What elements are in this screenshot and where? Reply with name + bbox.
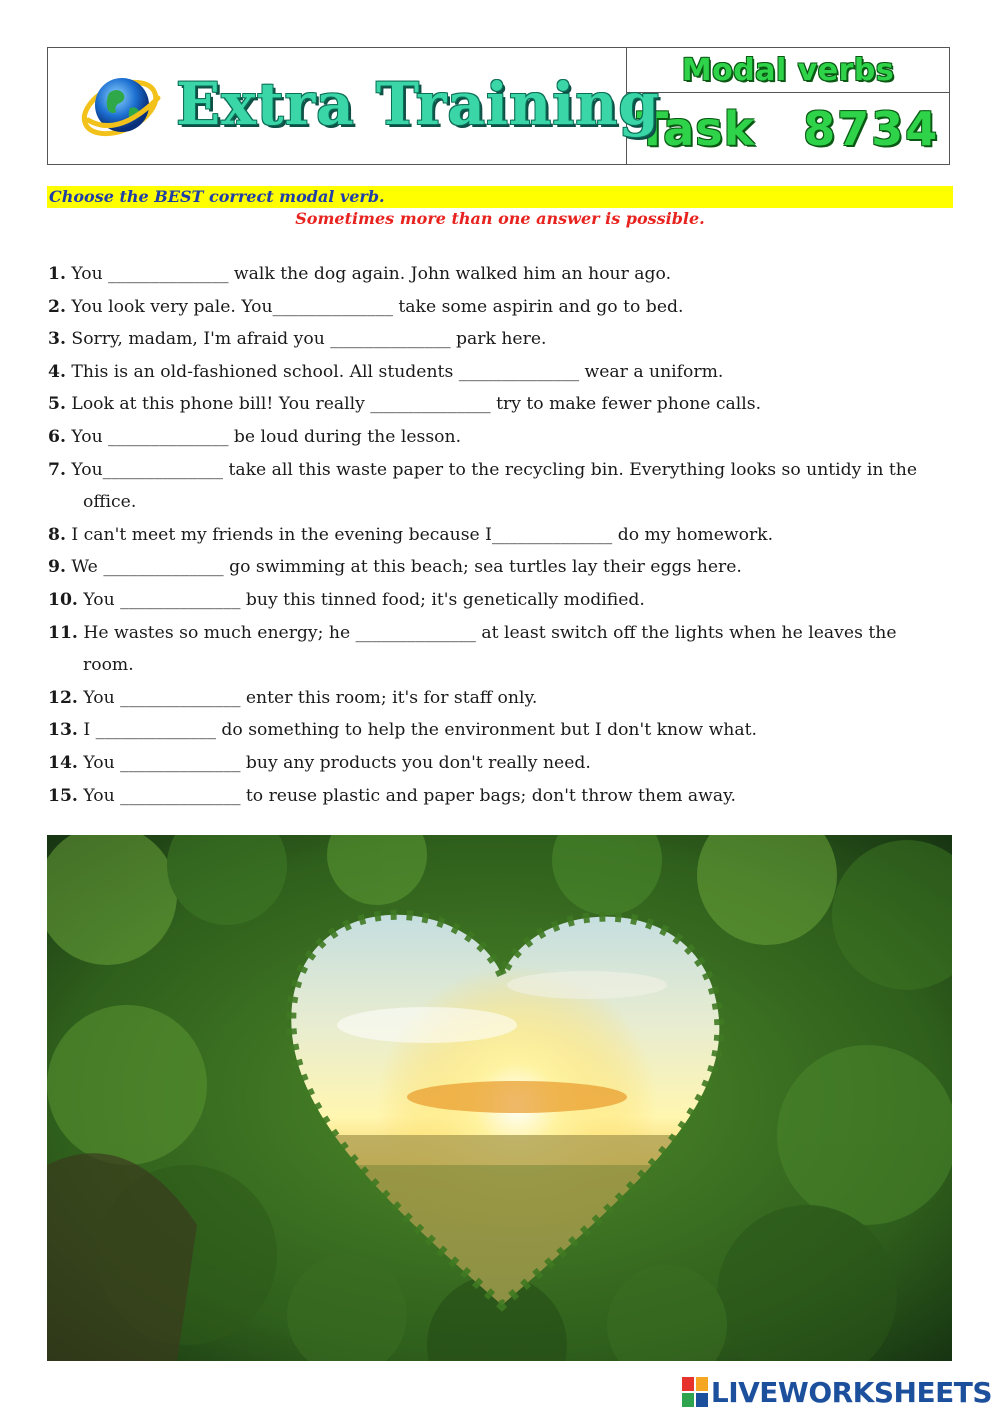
- instruction-text: Choose the BEST correct modal verb.: [49, 187, 385, 206]
- question-text: You look very pale. You______________ take some aspirin and go to bed.: [65, 296, 684, 317]
- question-number: 6.: [48, 426, 66, 447]
- question-item: [48, 747, 953, 780]
- question-number: 1.: [48, 264, 66, 284]
- heart-foliage-photo: [47, 835, 952, 1361]
- question-text: Look at this phone bill! You really ______________ try to make fewer phone calls.: [65, 394, 762, 415]
- question-item: [48, 617, 953, 650]
- question-text: You______________ take all this waste paper to the recycling bin. Everything looks so untidy in the: [65, 459, 918, 480]
- question-text: Sorry, madam, I'm afraid you ______________ park here.: [65, 329, 547, 350]
- brand-cell: [48, 48, 660, 164]
- brand-title: Extra Training: [176, 70, 660, 138]
- question-item: [48, 258, 953, 291]
- question-continuation: office.: [83, 492, 137, 513]
- question-number: 12.: [48, 687, 78, 708]
- task-info: [627, 48, 949, 164]
- question-item: [48, 323, 953, 356]
- question-text: You ______________ buy this tinned food; it's genetically modified.: [77, 589, 645, 610]
- question-item: [48, 682, 953, 715]
- question-number: 5.: [48, 394, 66, 415]
- question-number: 9.: [48, 557, 66, 578]
- question-item: [48, 454, 953, 487]
- question-text: He wastes so much energy; he ______________ at least switch off the lights when he leaves the: [77, 622, 897, 643]
- question-text: This is an old-fashioned school. All students ______________ wear a uniform.: [65, 361, 724, 382]
- question-number: 4.: [48, 361, 66, 382]
- question-list: [48, 258, 953, 812]
- worksheet-header: [47, 47, 950, 165]
- question-item: [48, 388, 953, 421]
- question-number: 14.: [48, 752, 78, 773]
- task-cell: [627, 93, 949, 164]
- question-number: 3.: [48, 329, 66, 350]
- topic-cell: [627, 48, 949, 93]
- question-text: You ______________ buy any products you don't really need.: [77, 752, 591, 773]
- question-number: 10.: [48, 589, 78, 610]
- question-text: I can't meet my friends in the evening because I______________ do my homework.: [65, 524, 774, 545]
- task-label: Task: [636, 101, 756, 156]
- question-item: [48, 780, 953, 813]
- question-text: I ______________ do something to help the environment but I don't know what.: [77, 720, 757, 741]
- question-number: 2.: [48, 296, 66, 317]
- question-text: We ______________ go swimming at this beach; sea turtles lay their eggs here.: [65, 557, 742, 578]
- question-item: [48, 291, 953, 324]
- question-item: [48, 551, 953, 584]
- watermark-text: LIVEWORKSHEETS: [710, 1375, 992, 1409]
- question-item: [48, 356, 953, 389]
- question-item: [48, 714, 953, 747]
- question-item: [48, 421, 953, 454]
- question-number: 7.: [48, 459, 66, 480]
- question-number: 8.: [48, 524, 66, 545]
- task-number: 8734: [803, 101, 940, 156]
- question-text: You ______________ walk the dog again. John walked him an hour ago.: [65, 264, 672, 284]
- question-continuation: room.: [83, 655, 134, 676]
- question-number: 11.: [48, 622, 78, 643]
- topic-title: Modal verbs: [681, 52, 895, 88]
- question-text: You ______________ be loud during the lesson.: [65, 426, 462, 447]
- liveworksheets-watermark: [682, 1375, 992, 1409]
- question-item: [48, 584, 953, 617]
- globe-logo-icon: [74, 68, 166, 144]
- question-text: You ______________ to reuse plastic and paper bags; don't throw them away.: [77, 785, 737, 806]
- liveworksheets-logo-icon: [682, 1377, 708, 1407]
- question-number: 13.: [48, 720, 78, 741]
- note-text: Sometimes more than one answer is possible.: [295, 209, 705, 228]
- question-text: You ______________ enter this room; it's for staff only.: [77, 687, 538, 708]
- question-item: [48, 519, 953, 552]
- question-number: 15.: [48, 785, 78, 806]
